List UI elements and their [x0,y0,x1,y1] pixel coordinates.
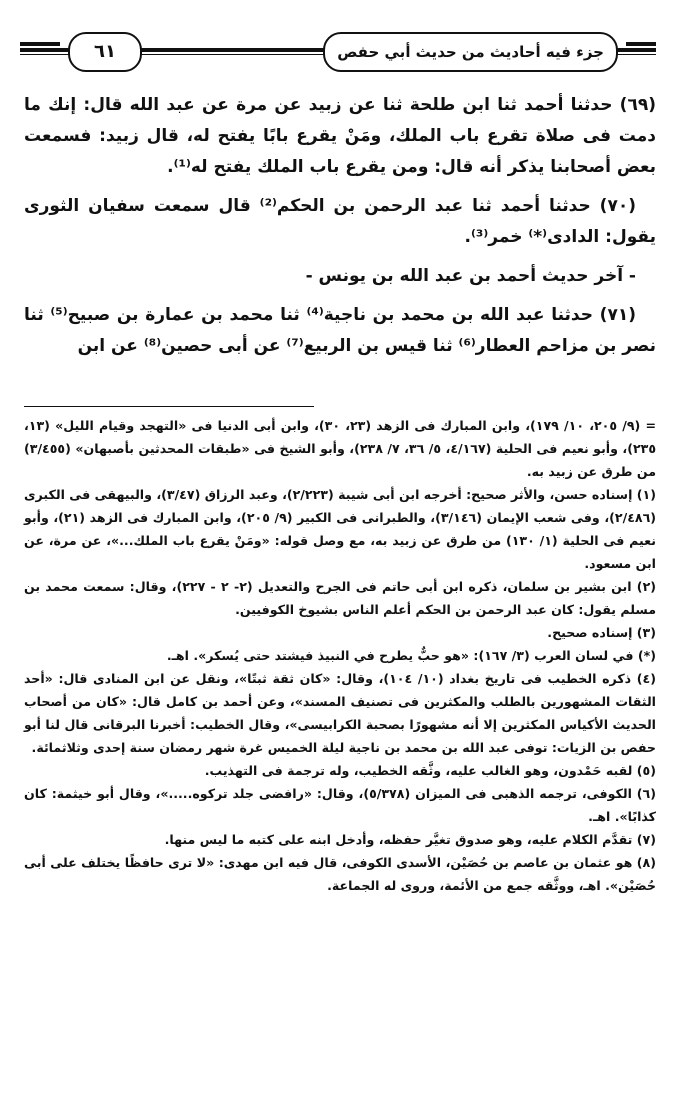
footnote-7: (٧) تقدَّم الكلام عليه، وهو صدوق تغيَّر حفظه، وأدخل ابنه على كتبه ما ليس منها. [164,832,656,847]
footnote-star: (*) في لسان العرب (٣/ ١٦٧): «هو حبٌّ يطرح في النبيذ فيشتد حتى يُسكر». اهـ. [166,648,656,663]
footnote-continued: = (٩/ ٢٠٥، ١٠/ ١٧٩)، وابن المبارك فى الزهد (٢٣، ٣٠)، وابن أبى الدنيا فى «التهجد وقيام الليل» (١٣، ٢٣٥)، وأبو نعيم فى الحلية (٤/١٦٧، ٥/ ٣٦، ٧/ ٢٣٨)، وأبو الشيخ فى «طبقات المحدثين بأصبهان» (٣/٤٥٥) من طرق عن زبيد به. [24,418,657,479]
footnote-8: (٨) هو عثمان بن عاصم بن حُصَيْن، الأسدى الكوفى، قال فيه ابن مهدى: «لا ترى حافظًا يختلف على أبى حُصَيْن». اهـ، ووثَّقه جمع من الأئمة، وروى له الجماعة. [24,855,656,893]
section-end-note: - آخر حديث أحمد بن عبد الله بن يونس - [305,266,636,286]
footnote-6: (٦) الكوفى، ترجمه الذهبى فى الميزان (٥/٣٧٨)، وقال: «رافضى جلد تركوه.....»، وقال أبو خيثمة: كان كذابًا». اهـ. [24,786,656,824]
footnote-4: (٤) ذكره الخطيب فى تاريخ بغداد (١٠/ ١٠٤)، وقال: «كان ثقة ثبتًا»، ونقل عن ابن المنادى قال: «أحد الثقات المشهورين بالطلب والمكثرين فى تصنيف المسند»، وعن أحمد بن كامل قال: «كان من أصحاب الحديث الأكياس المكثرين إلا أنه مشهورًا بصحبة الكرابيسى»، وقال الخطيب: أخبرنا البرقانى قال لنا أبو حفص بن الزيات: توفى عبد الله بن محمد بن ناجية ليلة الخميس غرة شهر رمضان سنة إحدى وثلاثمائة. [24,671,656,755]
footnote-3: (٣) إسناده صحيح. [547,625,656,640]
footnote-5: (٥) لقبه حَمْدون، وهو الغالب عليه، وثَّقه الخطيب، وله ترجمة فى التهذيب. [204,763,656,778]
hadith-69: (٦٩) حدثنا أحمد ثنا ابن طلحة ثنا عن زبيد عن مرة عن عبد الله قال: إنك ما دمت فى صلاة تقرع باب الملك، ومَنْ يقرع بابًا يفتح له، قال زبيد: فسمعت بعض أصحابنا يذكر أنه قال: ومن يقرع باب الملك يفتح له⁽¹⁾. [24,95,656,177]
header-rule-right-cap [626,42,656,49]
footnote-1: (١) إسناده حسن، والأثر صحيح: أخرجه ابن أبى شيبة (٢/٢٢٣)، وعبد الرزاق (٣/٤٧)، والبيهقى فى الكبرى (٢/٤٨٦)، وفى شعب الإيمان (٣/١٤٦)، والطبرانى فى الكبير (٩/ ٢٠٥)، وابن المبارك فى الزهد (٢١)، وأبو نعيم فى الحلية (١/ ١٣٠) من طرق عن زبيد به، مع وصل قوله: «ومَنْ يقرع باب الملك...»، عن مرة، عن ابن مسعود. [24,487,657,571]
footnote-2: (٢) ابن بشير بن سلمان، ذكره ابن أبى حاتم فى الجرح والتعديل (٢- ٢ - ٢٢٧)، وقال: سمعت محمد بن مسلم يقول: كان عبد الرحمن بن الحكم أعلم الناس بشيوخ الكوفيين. [24,579,657,617]
hadith-71: (٧١) حدثنا عبد الله بن محمد بن ناجية⁽⁴⁾ ثنا محمد بن عمارة بن صبيح⁽⁵⁾ ثنا نصر بن مزاحم العطار⁽⁶⁾ ثنا قيس بن الربيع⁽⁷⁾ عن أبى حصين⁽⁸⁾ عن ابن [24,305,656,356]
hadith-70: (٧٠) حدثنا أحمد ثنا عبد الرحمن بن الحكم⁽²⁾ قال سمعت سفيان الثورى يقول: الدادى⁽*⁾ خمر⁽³⁾. [24,196,656,247]
page-number: ٦١ [68,32,142,72]
running-title: جزء فيه أحاديث من حديث أبي حفص [323,32,618,72]
page-header [20,26,656,76]
header-rule-left-cap [20,42,60,49]
footnote-separator [24,406,314,407]
main-text [24,90,656,370]
footnotes [24,414,656,897]
